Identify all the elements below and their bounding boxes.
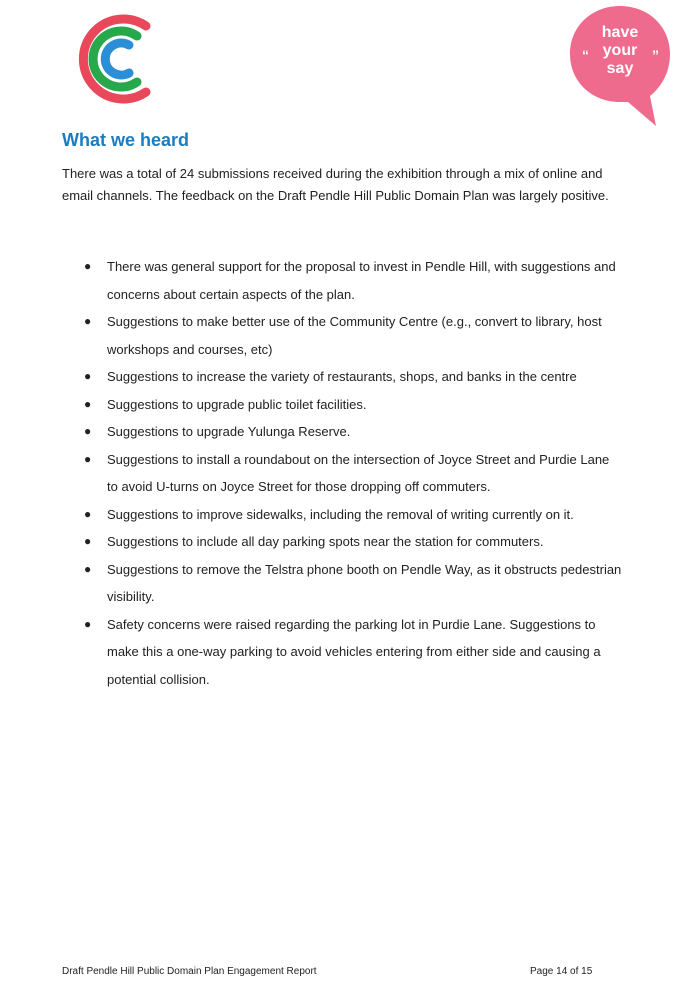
hys-line-3: say <box>606 60 634 77</box>
list-item-text: Suggestions to improve sidewalks, including the removal of writing currently on it. <box>107 506 574 522</box>
bullet-icon: ● <box>84 451 92 466</box>
list-item-text: Suggestions to remove the Telstra phone booth on Pendle Way, as it obstructs pedestrian visibility. <box>107 561 622 604</box>
bullet-icon: ● <box>84 506 92 521</box>
hys-line-1: have <box>601 24 639 41</box>
page-number: Page 14 of 15 <box>530 966 593 977</box>
feedback-list <box>62 253 622 693</box>
council-c-logo-icon <box>66 10 160 108</box>
bullet-icon: ● <box>84 369 92 383</box>
bullet-icon: ● <box>84 561 92 576</box>
list-item-text: There was general support for the proposal to invest in Pendle Hill, with suggestions and concerns about certain aspects of the plan. <box>107 259 616 302</box>
list-item-text: Suggestions to upgrade Yulunga Reserve. <box>107 424 351 439</box>
list-item <box>62 418 622 446</box>
list-item-text: Suggestions to upgrade public toilet facilities. <box>107 396 367 412</box>
svg-text:“: “ <box>582 47 589 63</box>
list-item-text: Suggestions to increase the variety of restaurants, shops, and banks in the centre <box>107 369 577 384</box>
list-item-text: Suggestions to make better use of the Community Centre (e.g., convert to library, host workshops and courses, etc) <box>107 314 602 357</box>
bullet-icon: ● <box>84 534 92 548</box>
section-heading: What we heard <box>62 130 190 150</box>
list-item <box>62 363 622 391</box>
list-item-text: Suggestions to install a roundabout on the intersection of Joyce Street and Purdie Lane to avoid U-turns on Joyce Street for those dropping off commuters. <box>107 451 610 494</box>
hys-line-2: your <box>602 42 638 59</box>
list-item <box>62 556 622 611</box>
intro-paragraph: There was a total of 24 submissions received during the exhibition through a mix of online and email channels. The feedback on the Draft Pendle Hill Public Domain Plan was largely positive. <box>62 166 609 203</box>
council-logo <box>66 10 160 108</box>
footer-title: Draft Pendle Hill Public Domain Plan Engagement Report <box>62 966 317 977</box>
list-item <box>62 308 622 363</box>
bullet-icon: ● <box>84 424 92 438</box>
svg-text:”: ” <box>652 47 659 63</box>
bullet-icon: ● <box>84 259 92 273</box>
list-item <box>62 528 622 556</box>
list-item <box>62 501 622 529</box>
list-item <box>62 391 622 419</box>
bullet-icon: ● <box>84 616 92 631</box>
list-item-text: Safety concerns were raised regarding the parking lot in Purdie Lane. Suggestions to make this a one-way parking to avoid vehicles entering from either side and causing a potential collision. <box>107 616 601 687</box>
bullet-icon: ● <box>84 314 92 328</box>
list-item <box>62 611 622 694</box>
list-item <box>62 253 622 308</box>
have-your-say-badge <box>568 4 672 128</box>
list-item <box>62 446 622 501</box>
list-item-text: Suggestions to include all day parking spots near the station for commuters. <box>107 534 544 549</box>
have-your-say-text <box>568 24 672 78</box>
bullet-icon: ● <box>84 396 92 411</box>
